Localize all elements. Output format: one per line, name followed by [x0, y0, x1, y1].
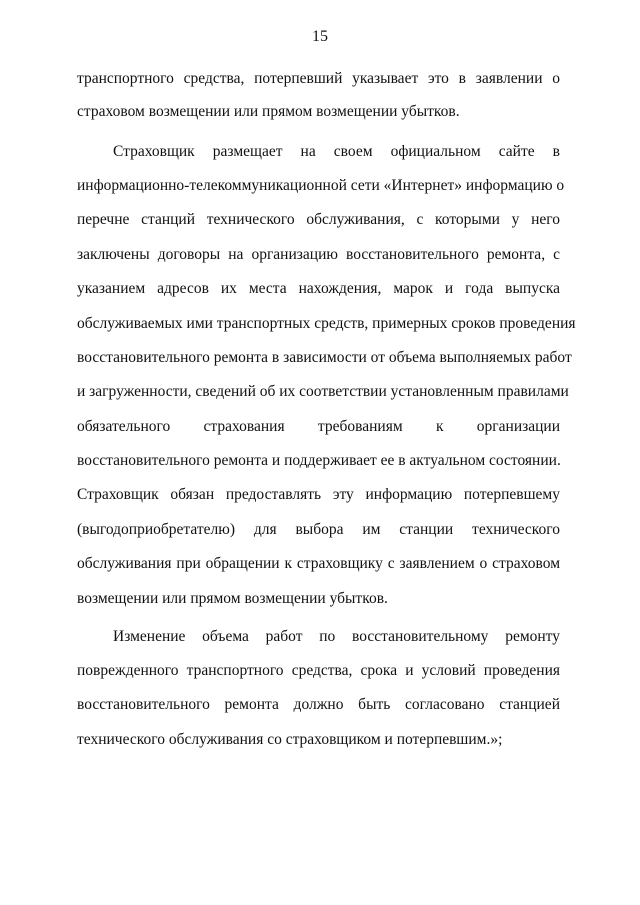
text-line: (выгодоприобретателю) для выбора им станции технического	[77, 521, 560, 538]
text-line: транспортного средства, потерпевший указывает это в заявлении о	[77, 70, 560, 87]
text-line: возмещении или прямом возмещении убытков.	[77, 590, 388, 607]
text-line: поврежденного транспортного средства, срока и условий проведения	[77, 662, 560, 679]
text-line: указанием адресов их места нахождения, марок и года выпуска	[77, 280, 560, 297]
text-line: восстановительного ремонта должно быть согласовано станцией	[77, 696, 560, 713]
text-line: информационно-телекоммуникационной сети «Интернет» информацию о	[77, 177, 565, 194]
text-line: Страховщик обязан предоставлять эту информацию потерпевшему	[77, 486, 560, 503]
text-line: перечне станций технического обслуживания, с которыми у него	[77, 211, 560, 228]
text-line: страховом возмещении или прямом возмещении убытков.	[77, 103, 460, 120]
text-line: и загруженности, сведений об их соответствии установленным правилами	[77, 383, 569, 400]
paragraph-start-line: Изменение объема работ по восстановительному ремонту	[113, 628, 560, 645]
text-line: восстановительного ремонта и поддерживает ее в актуальном состоянии.	[77, 452, 561, 469]
text-line: обслуживания при обращении к страховщику с заявлением о страховом	[77, 555, 560, 572]
text-line: заключены договоры на организацию восстановительного ремонта, с	[77, 246, 560, 263]
text-line: обслуживаемых ими транспортных средств, примерных сроков проведения	[77, 315, 576, 332]
text-line: технического обслуживания со страховщиком и потерпевшим.»;	[77, 731, 503, 748]
paragraph-start-line: Страховщик размещает на своем официальном сайте в	[113, 143, 560, 160]
page-number: 15	[312, 28, 328, 45]
text-line: обязательного страхования требованиям к организации	[77, 418, 560, 435]
text-line: восстановительного ремонта в зависимости от объема выполняемых работ	[77, 349, 572, 366]
